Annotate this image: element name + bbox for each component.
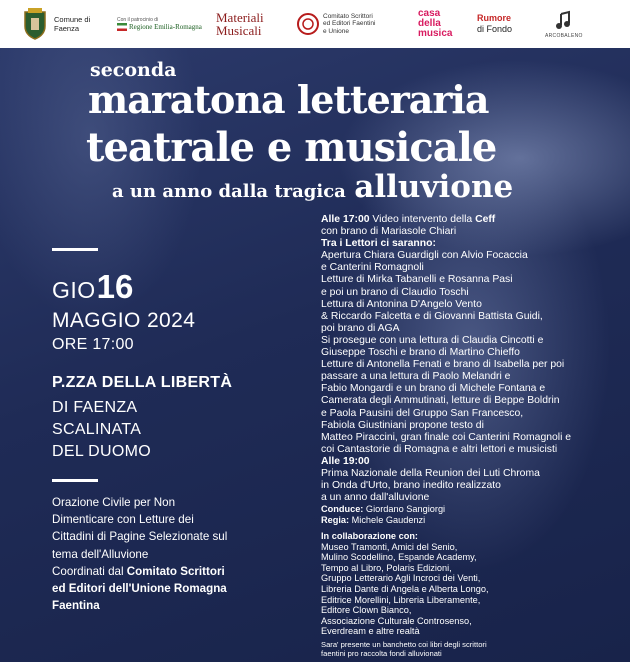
headline-seconda: seconda	[90, 59, 177, 81]
desc-line3: Cittadini di Pagine Selezionate sul	[52, 530, 228, 544]
headline-line1: maratona letteraria	[88, 77, 489, 122]
desc-bold-b: ed Editori dell'Unione Romagna	[52, 582, 227, 596]
logo-arcobaleno	[545, 0, 583, 48]
casa-line1: casa	[418, 8, 441, 19]
comitato-line2: ed Editori Faentini	[323, 20, 376, 28]
program-line-14: passare a una lettura di Paolo Melandri e	[321, 371, 511, 383]
last-logo-label: ARCOBALENO	[545, 32, 583, 39]
program-line-22: Prima Nazionale della Reunion dei Luti Chroma	[321, 467, 540, 479]
event-place-line3: DEL DUOMO	[52, 443, 152, 460]
footer-line-1: Sara' presente un banchetto coi libri degli scrittori	[321, 640, 487, 649]
desc-line4: tema dell'Alluvione	[52, 547, 149, 561]
program-line-10: poi brano di AGA	[321, 322, 400, 334]
casa-line3: musica	[418, 28, 453, 39]
program-line-01-text: Video intervento della	[369, 214, 476, 225]
logo-casa-della-musica	[418, 0, 452, 48]
event-date	[52, 268, 133, 306]
event-place-line1: DI FAENZA	[52, 399, 138, 416]
logo-rumore-di-fondo	[477, 0, 512, 48]
casa-line2: della	[418, 18, 441, 29]
program-line-17: e Paola Pausini del Gruppo San Francesco,	[321, 407, 524, 419]
program-line-11: Si prosegue con una lettura di Claudia Cincotti e	[321, 334, 544, 346]
regione-label: Regione Emilia-Romagna	[129, 23, 202, 31]
program-time-1700: Alle 17:00	[321, 214, 370, 225]
comitato-line1: Comitato Scrittori	[323, 12, 373, 20]
program-line-16: Camerata degli Ammutinati, letture di Beppe Boldrin	[321, 395, 560, 407]
program-line-24: a un anno dall'alluvione	[321, 492, 430, 504]
collab-line-1: Museo Tramonti, Amici del Senio,	[321, 541, 458, 552]
faenza-label: Comune di Faenza	[54, 15, 91, 33]
program-line-05: e Canterini Romagnoli	[321, 262, 424, 274]
collab-line-6: Editrice Morellini, Libreria Liberamente,	[321, 594, 481, 605]
logo-materiali-musicali	[216, 0, 264, 48]
logo-comune-faenza	[22, 0, 96, 48]
divider-top	[52, 248, 98, 251]
collab-line-5: Libreria Dante di Angela e Alberta Longo,	[321, 583, 489, 594]
program-line-01	[321, 214, 621, 226]
logo-regione	[117, 0, 202, 48]
program-line-18: Fabiola Giustiniani propone testo di	[321, 419, 484, 431]
program-line-02: con brano di Mariasole Chiari	[321, 226, 457, 238]
event-place-line2: SCALINATA	[52, 421, 142, 438]
headline-line3	[112, 169, 514, 205]
headline-line3-pre: a un anno dalla tragica	[112, 181, 346, 202]
credit-conduce-label: Conduce:	[321, 504, 364, 514]
logo-comitato	[296, 0, 375, 48]
logo-bar	[0, 0, 630, 48]
program-line-09: & Riccardo Falcetta e di Giovanni Battista Guidi,	[321, 310, 543, 322]
desc-bold-c: Faentina	[52, 599, 100, 613]
credit-regia	[321, 515, 621, 526]
comitato-line3: e Unione	[323, 27, 350, 35]
program-line-06: Letture di Mirka Tabanelli e Rosanna Pasi	[321, 274, 513, 286]
desc-line2: Dimenticare con Letture dei	[52, 513, 194, 527]
program-line-19: Matteo Piraccini, gran finale coi Canterini Romagnoli e	[321, 431, 572, 443]
credit-regia-label: Regia:	[321, 514, 350, 525]
collab-line-3: Tempo al Libro, Polaris Edizioni,	[321, 562, 452, 573]
credit-conduce-value: Giordano Sangiorgi	[363, 504, 446, 514]
headline-line2: teatrale e musicale	[86, 124, 497, 171]
event-month-year: MAGGIO 2024	[52, 309, 196, 332]
rumore-line1: Rumore	[477, 13, 512, 23]
credit-regia-value: Michele Gaudenzi	[349, 514, 426, 525]
collab-heading: In collaborazione con:	[321, 531, 418, 541]
circle-logo-icon	[296, 12, 320, 36]
program-line-13: Letture di Antonella Fenati e brano di Isabella per poi	[321, 359, 565, 371]
event-day-name: GIO	[52, 277, 96, 303]
program-line-23: in Onda d'Urto, brano inedito realizzato	[321, 480, 501, 492]
collab-line-8: Associazione Culturale Controsenso,	[321, 615, 472, 626]
collab-line-4: Gruppo Letterario Agli Incroci dei Venti,	[321, 573, 481, 584]
divider-bottom	[52, 479, 98, 482]
event-place-rest	[52, 397, 151, 463]
materiali-line1: Materiali	[216, 10, 264, 25]
program-line-04: Apertura Chiara Guardigli con Alvio Focaccia	[321, 250, 528, 262]
music-note-icon	[553, 10, 575, 32]
materiali-line2: Musicali	[216, 23, 262, 38]
program-main	[321, 214, 621, 504]
desc-line1: Orazione Civile per Non	[52, 496, 176, 509]
program-readers-heading: Tra i Lettori ci saranno:	[321, 238, 436, 250]
desc-line5	[52, 563, 282, 580]
desc-bold-a: Comitato Scrittori	[126, 564, 225, 578]
footer-line-2: faentini pro raccolta fondi alluvionati	[321, 649, 442, 658]
poster	[0, 48, 630, 662]
event-place-bold: P.ZZA DELLA LIBERTÀ	[52, 374, 233, 391]
desc-line5-text: Coordinati dal	[52, 564, 127, 578]
collab-line-7: Editore Clown Bianco,	[321, 605, 412, 616]
headline-line3-big: alluvione	[354, 169, 514, 205]
program-line-01-ceff: Ceff	[475, 214, 496, 225]
credit-conduce	[321, 504, 621, 515]
program-time-1900: Alle 19:00	[321, 455, 370, 467]
program-line-20: coi Cantastorie di Romagna e altri lettori e musicisti	[321, 443, 558, 455]
program-line-12: Giuseppe Toschi e brano di Martino Chieffo	[321, 347, 520, 359]
collab-line-9: Everdream e altre realtà	[321, 626, 420, 637]
program-credits	[321, 504, 621, 525]
program-footer	[321, 640, 621, 658]
flag-icon	[117, 23, 127, 31]
program-line-15: Fabio Mongardi e un brano di Michele Fontana e	[321, 383, 546, 395]
regione-prefix: Con il patrocinio di	[117, 17, 159, 23]
coat-of-arms-icon	[22, 8, 48, 40]
program-line-07: e poi un brano di Claudio Toschi	[321, 286, 469, 298]
event-time: ORE 17:00	[52, 336, 134, 353]
rumore-line2: di Fondo	[477, 24, 513, 34]
program-line-08: Lettura di Antonina D'Angelo Vento	[321, 298, 482, 310]
event-description	[52, 494, 282, 614]
event-day-number: 16	[96, 268, 134, 305]
program-collaborations	[321, 531, 621, 637]
collab-line-2: Mulino Scodellino, Espande Academy,	[321, 552, 477, 563]
